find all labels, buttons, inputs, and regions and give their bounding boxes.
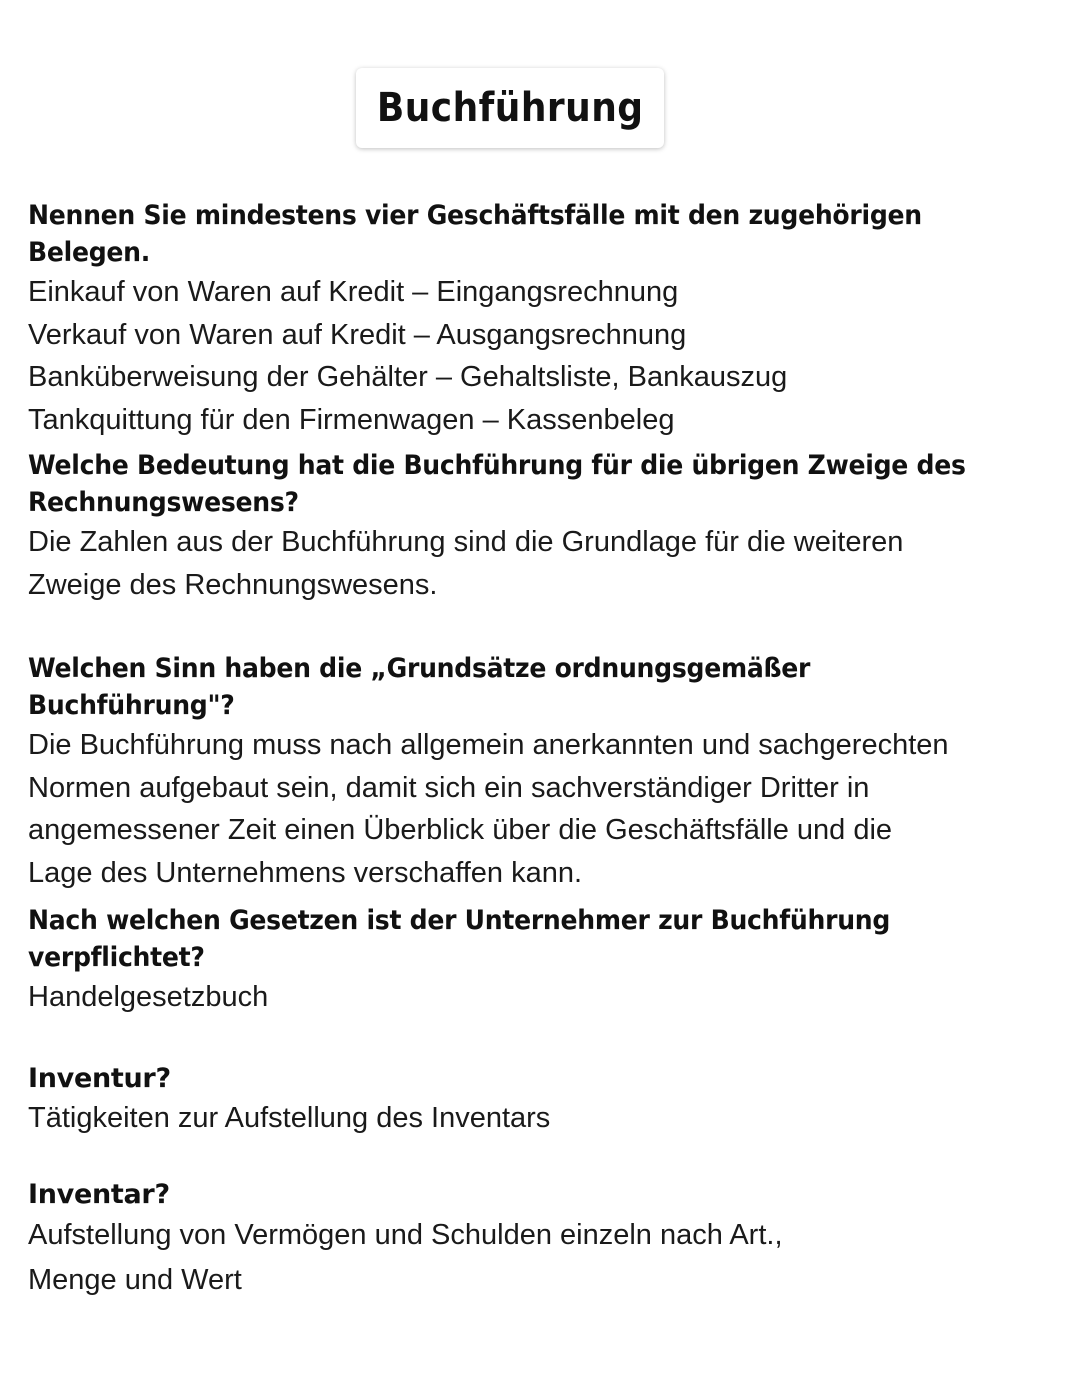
question-4-line-1: Nach welchen Gesetzen ist der Unternehmer zur Buchführung (28, 905, 891, 936)
answer-2 (28, 521, 1058, 606)
answer-3-line-4: Lage des Unternehmens verschaffen kann. (28, 856, 583, 889)
answer-1 (28, 271, 1058, 441)
answer-4 (28, 976, 1058, 1019)
qa-section-5 (28, 1060, 1058, 1140)
answer-5 (28, 1097, 1058, 1140)
answer-1-line-2: Verkauf von Waren auf Kredit – Ausgangsrechnung (28, 318, 687, 351)
question-2 (28, 447, 986, 521)
qa-section-6 (28, 1176, 1058, 1303)
question-1: Nennen Sie mindestens vier Geschäftsfälle mit den zugehörigen Belegen. (28, 200, 922, 268)
qa-section-4 (28, 902, 1058, 1019)
question-3: Welchen Sinn haben die „Grundsätze ordnungsgemäßer Buchführung"? (28, 653, 811, 721)
question-2-line-1: Welche Bedeutung hat die Buchführung für die übrigen Zweige des (28, 450, 966, 481)
question-4 (28, 902, 986, 976)
answer-2-line-1: Die Zahlen aus der Buchführung sind die Grundlage für die weiteren (28, 526, 904, 558)
question-2-line-2: Rechnungswesens? (28, 487, 299, 518)
answer-3-line-1: Die Buchführung muss nach allgemein anerkannten und sachgerechten (28, 729, 949, 761)
answer-3-line-3: angemessener Zeit einen Überblick über die Geschäftsfälle und die (28, 814, 893, 846)
answer-3-line-2: Normen aufgebaut sein, damit sich ein sachverständiger Dritter in (28, 771, 870, 804)
title-box (356, 68, 664, 148)
page-title: Buchführung (376, 85, 644, 131)
qa-section-1 (28, 197, 1058, 441)
question-4-line-2: verpflichtet? (28, 942, 205, 973)
answer-1-line-1: Einkauf von Waren auf Kredit – Eingangsrechnung (28, 276, 679, 308)
question-6: Inventar? (28, 1179, 170, 1210)
answer-5-line-1: Tätigkeiten zur Aufstellung des Inventars (28, 1102, 551, 1134)
qa-section-2 (28, 447, 1058, 606)
answer-6-line-1: Aufstellung von Vermögen und Schulden einzeln nach Art., (28, 1219, 783, 1251)
answer-4-line-1: Handelgesetzbuch (28, 981, 269, 1013)
answer-1-line-4: Tankquittung für den Firmenwagen – Kassenbeleg (28, 403, 675, 436)
answer-3 (28, 724, 1058, 894)
answer-6-line-2: Menge und Wert (28, 1264, 242, 1296)
question-5: Inventur? (28, 1063, 171, 1094)
answer-1-line-3: Banküberweisung der Gehälter – Gehaltsliste, Bankauszug (28, 361, 788, 393)
qa-section-3 (28, 650, 1058, 894)
answer-6 (28, 1213, 1058, 1303)
answer-2-line-2: Zweige des Rechnungswesens. (28, 568, 438, 601)
